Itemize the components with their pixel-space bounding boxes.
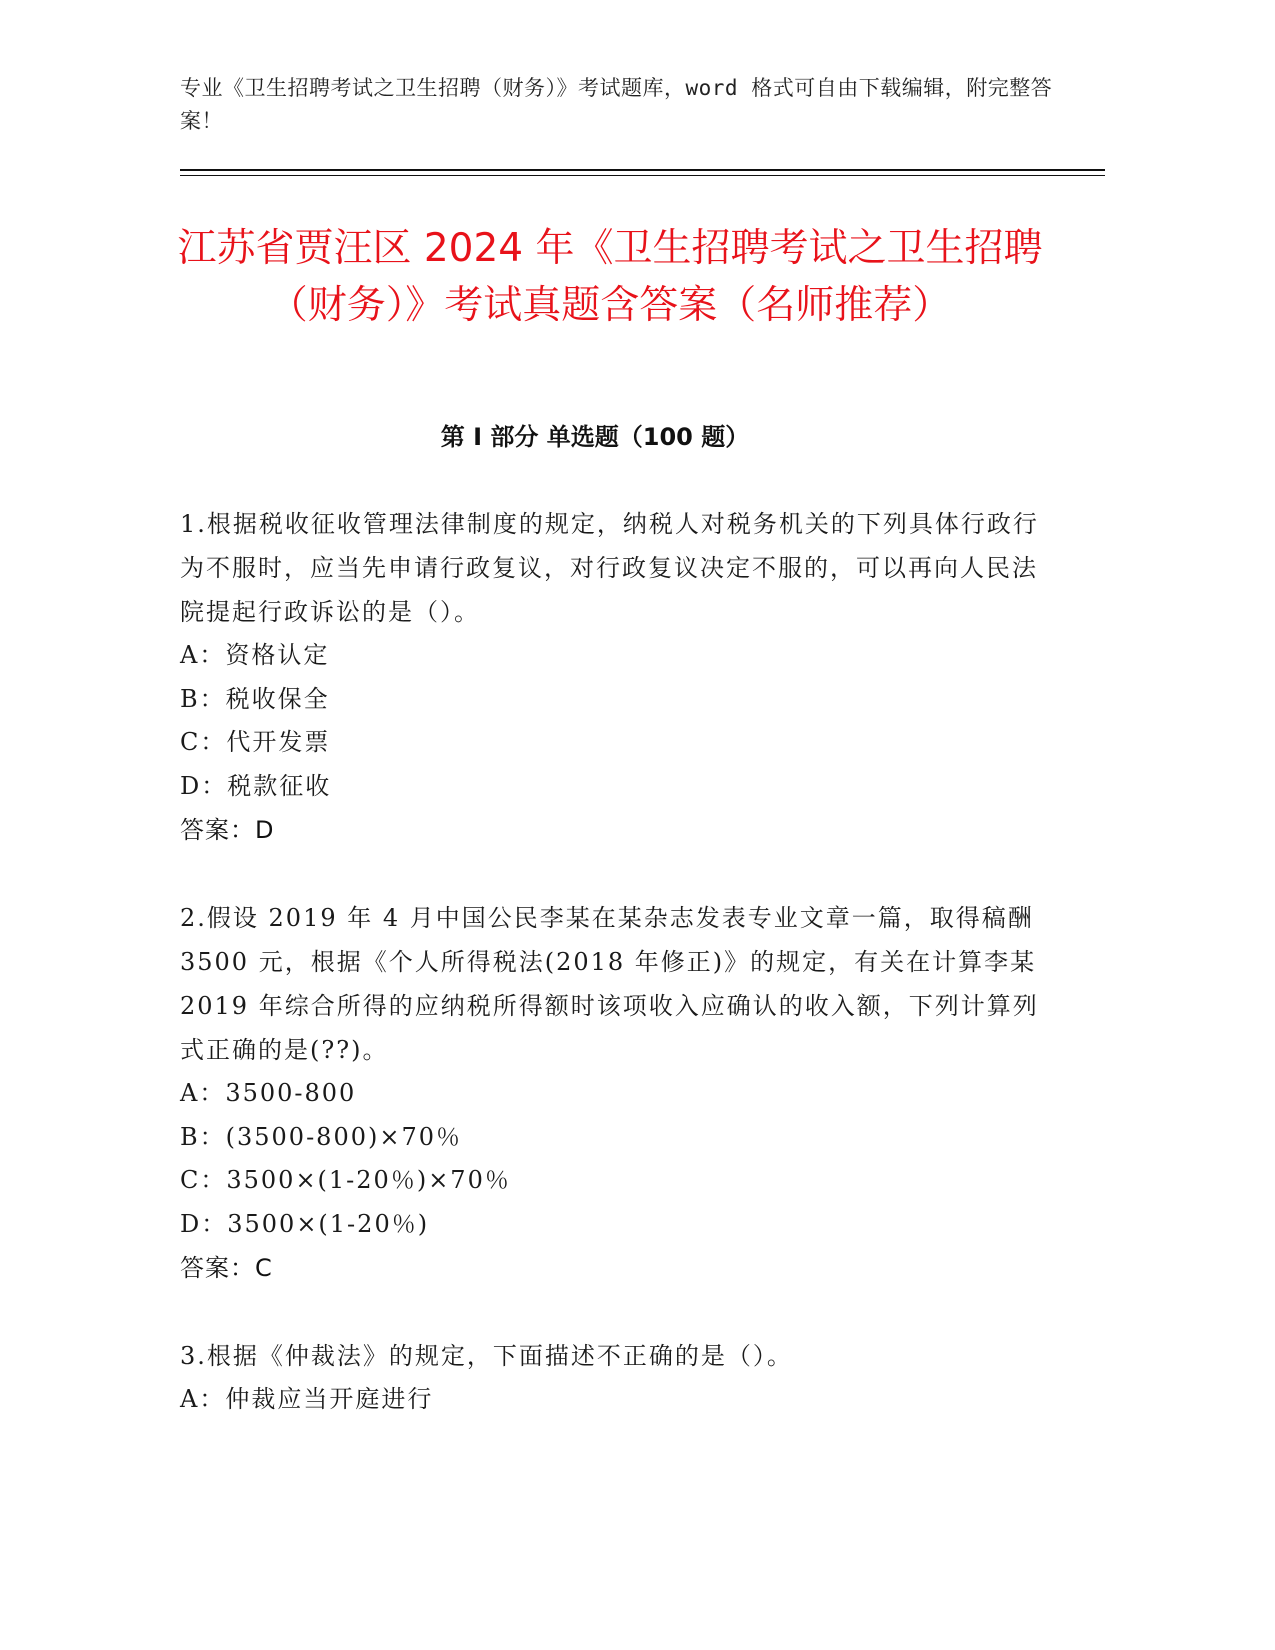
document-title: 江苏省贾汪区 2024 年《卫生招聘考试之卫生招聘（财务）》考试真题含答案（名师推荐） [177,226,1043,328]
option-b: B：(3500-800)×70％ [180,1122,463,1151]
answer-label: 答案：C [180,1254,273,1282]
option-b: B：税收保全 [180,684,330,713]
option-d: D：3500×(1-20％) [180,1209,430,1238]
header-rule-thick [180,169,1105,171]
answer-label: 答案：D [180,816,275,844]
option-c: C：代开发票 [180,728,331,756]
section-heading: 第 I 部分 单选题（100 题） [440,423,750,451]
question-3 [180,1334,1040,1422]
option-a: A：资格认定 [180,641,330,669]
question-1 [180,502,1040,852]
header-rule-thin [180,175,1105,176]
option-a: A：3500-800 [180,1079,357,1107]
header-note: 专业《卫生招聘考试之卫生招聘（财务）》考试题库，word 格式可自由下载编辑，附完整答案！ [180,76,1053,133]
question-stem: 1.根据税收征收管理法律制度的规定，纳税人对税务机关的下列具体行政行为不服时，应当先申请行政复议，对行政复议决定不服的，可以再向人民法院提起行政诉讼的是（）。 [180,510,1039,626]
option-d: D：税款征收 [180,771,332,800]
option-a: A：仲裁应当开庭进行 [180,1385,434,1413]
question-list [180,502,1040,1466]
question-stem: 3.根据《仲裁法》的规定，下面描述不正确的是（）。 [180,1342,793,1370]
question-stem: 2.假设 2019 年 4 月中国公民李某在某杂志发表专业文章一篇，取得稿酬 3500 元，根据《个人所得税法(2018 年修正)》的规定，有关在计算李某 2019 年综合所得的应纳税所得额时该项收入应确认的收入额，下列计算列式正确的是(??)。 [180,904,1039,1064]
option-c: C：3500×(1-20％)×70％ [180,1166,511,1194]
question-2 [180,896,1040,1290]
